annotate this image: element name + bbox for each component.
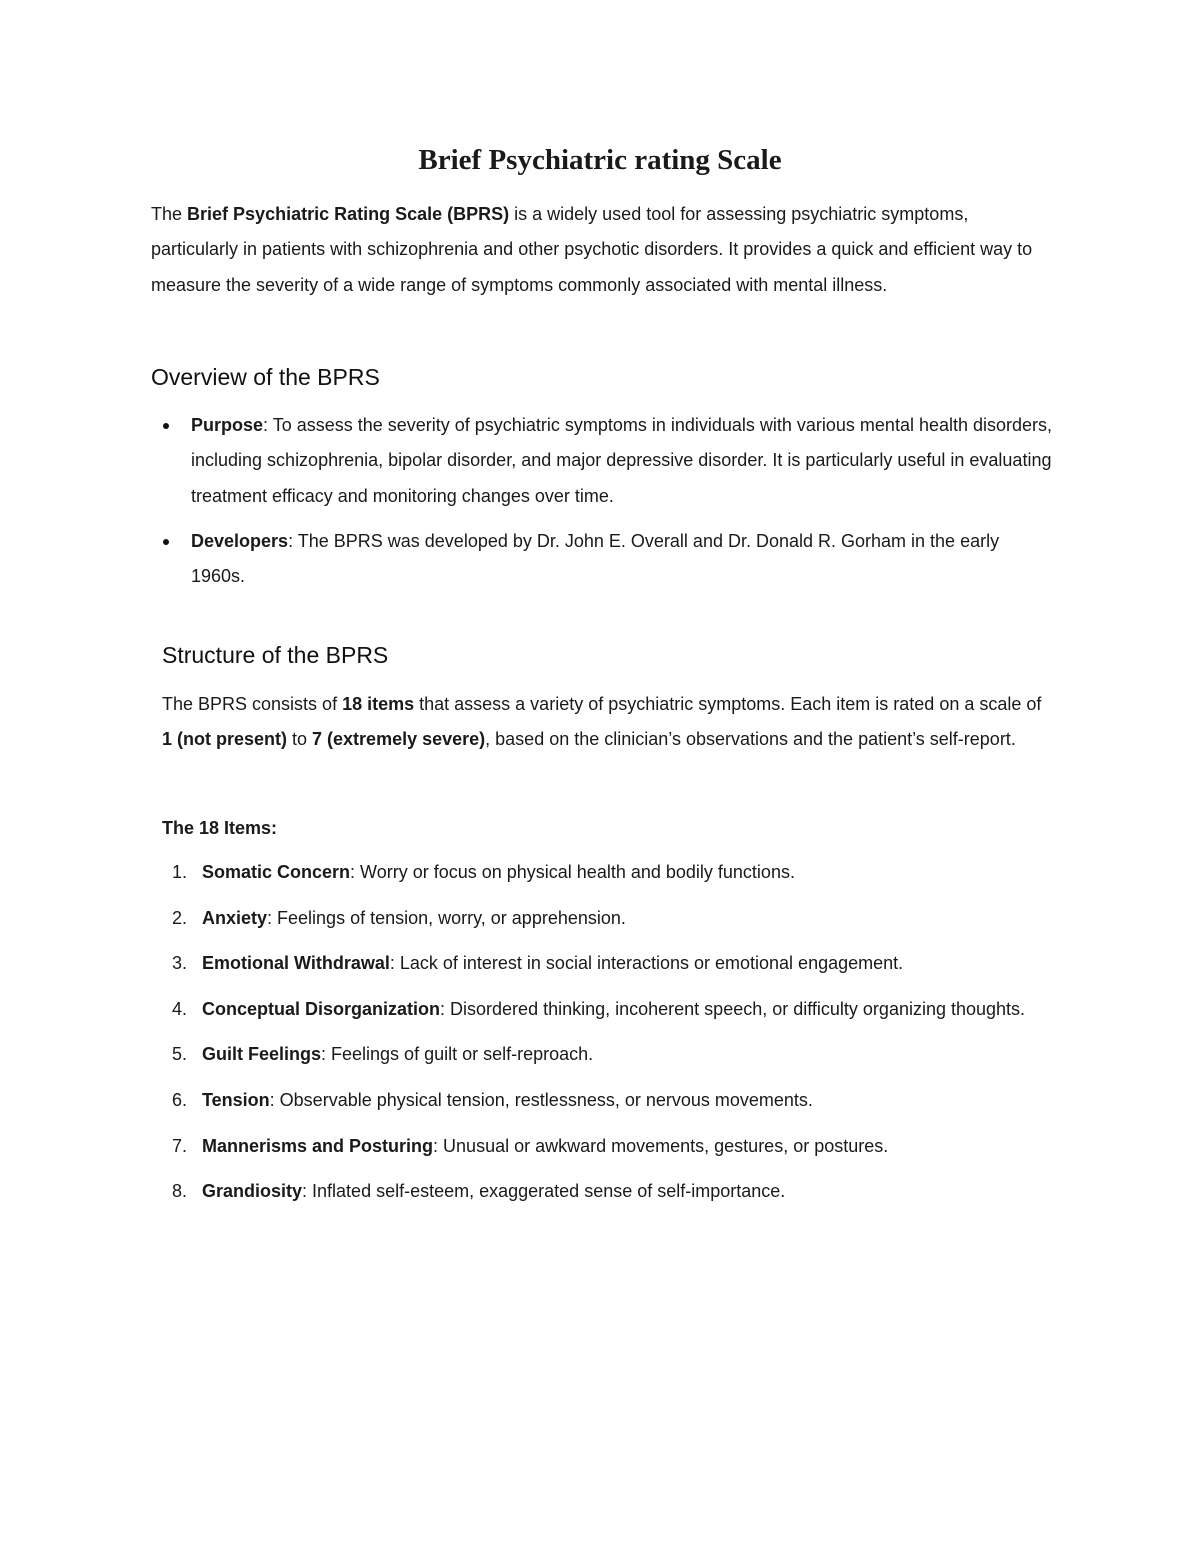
item-number: 3. <box>172 953 188 974</box>
list-item <box>162 1083 1056 1118</box>
intro-pre: The <box>151 204 188 224</box>
intro-bold: Brief Psychiatric Rating Scale (BPRS) <box>187 204 510 224</box>
item-text: : Disordered thinking, incoherent speech, or difficulty organizing thoughts. <box>440 998 1026 1019</box>
item-text: : Feelings of guilt or self-reproach. <box>321 1044 594 1065</box>
items-heading: The 18 Items: <box>162 818 278 838</box>
item-number: 8. <box>172 1181 188 1202</box>
item-number: 1. <box>172 862 188 882</box>
overview-list <box>151 408 1056 604</box>
page-title: Brief Psychiatric rating Scale <box>418 144 782 176</box>
item-number: 6. <box>172 1089 188 1110</box>
list-item <box>162 1174 1056 1209</box>
list-item <box>162 946 1056 981</box>
item-label: Conceptual Disorganization <box>202 998 441 1019</box>
item-text: : Worry or focus on physical health and bodily functions. <box>350 862 795 882</box>
list-item <box>162 1129 1056 1164</box>
item-label: Emotional Withdrawal <box>202 953 390 974</box>
item-label: Grandiosity <box>202 1181 303 1202</box>
item-number: 7. <box>172 1135 188 1156</box>
items-list <box>162 855 1056 1220</box>
list-item <box>162 901 1056 936</box>
structure-heading: Structure of the BPRS <box>162 642 389 668</box>
item-number: 5. <box>172 1044 188 1065</box>
overview-item-label: Purpose <box>191 415 264 435</box>
structure-text-2: that assess a variety of psychiatric symptoms. Each item is rated on a scale of <box>414 694 1042 714</box>
item-number: 2. <box>172 907 188 928</box>
structure-text-4: , based on the clinician’s observations and the patient’s self-report. <box>485 729 1016 750</box>
structure-text-1: The BPRS consists of <box>162 694 343 714</box>
intro-paragraph <box>151 197 1056 303</box>
structure-text-3: to <box>287 729 313 750</box>
overview-item-text: : To assess the severity of psychiatric symptoms in individuals with various mental health disorders, including schizophrenia, bipolar disorder, and major depressive disorder. It is particularly useful in evaluating treatment efficacy and monitoring changes over time. <box>191 415 1053 506</box>
item-label: Anxiety <box>202 907 268 928</box>
item-label: Mannerisms and Posturing <box>202 1135 434 1156</box>
overview-heading: Overview of the BPRS <box>151 364 380 390</box>
item-text: : Feelings of tension, worry, or apprehension. <box>267 907 626 928</box>
item-label: Somatic Concern <box>202 862 351 882</box>
structure-bold-2: 1 (not present) <box>162 729 288 750</box>
overview-item-developers <box>151 524 1056 595</box>
structure-bold-1: 18 items <box>342 694 415 714</box>
overview-item-label: Developers <box>191 530 289 551</box>
item-text: : Lack of interest in social interactions or emotional engagement. <box>389 953 904 974</box>
item-text: : Unusual or awkward movements, gestures, or postures. <box>433 1135 889 1156</box>
item-text: : Inflated self-esteem, exaggerated sense of self-importance. <box>302 1181 786 1202</box>
item-text: : Observable physical tension, restlessness, or nervous movements. <box>269 1089 813 1110</box>
overview-item-purpose <box>151 408 1056 514</box>
list-item <box>162 1037 1056 1072</box>
list-item <box>162 992 1056 1027</box>
list-item <box>162 855 1056 890</box>
structure-bold-3: 7 (extremely severe) <box>312 729 486 750</box>
overview-item-text: : The BPRS was developed by Dr. John E. Overall and Dr. Donald R. Gorham in the early 1960s. <box>191 530 1000 587</box>
item-label: Guilt Feelings <box>202 1044 322 1065</box>
item-number: 4. <box>172 998 188 1019</box>
intro-post: is a widely used tool for assessing psychiatric symptoms, particularly in patients with schizophrenia and other psychotic disorders. It provides a quick and efficient way to measure the severity of a wide range of symptoms commonly associated with mental illness. <box>151 204 1033 295</box>
item-label: Tension <box>202 1089 270 1110</box>
structure-paragraph <box>162 687 1056 758</box>
